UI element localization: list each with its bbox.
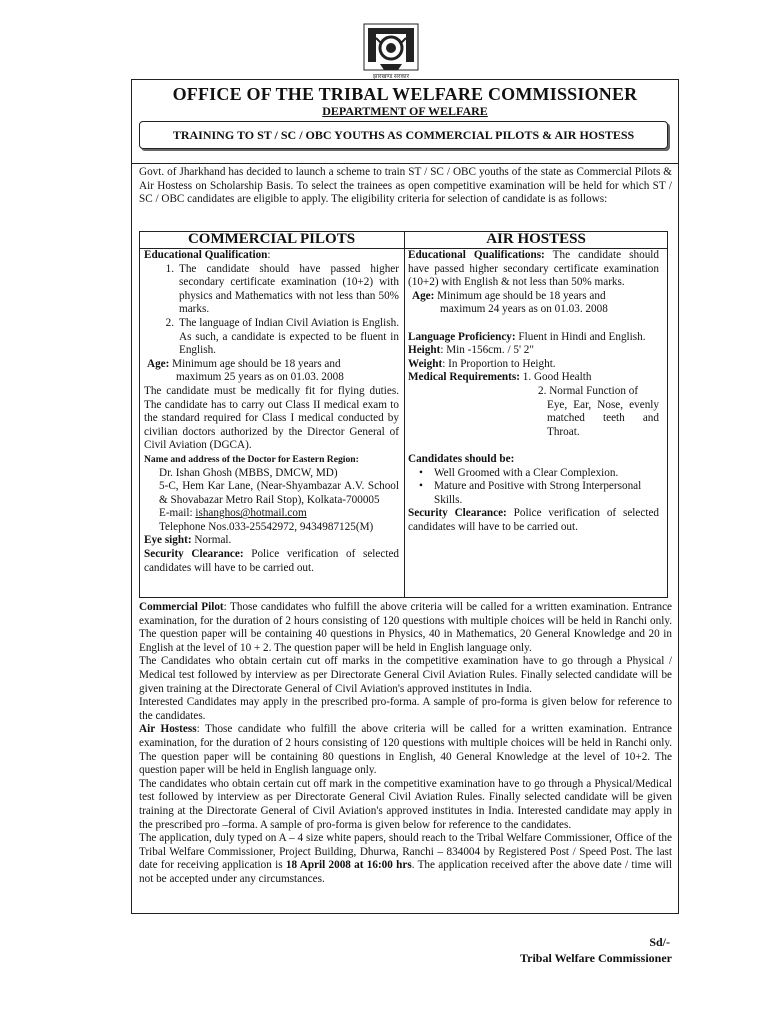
hostess-age-line [408,290,659,304]
pilot-exam-paragraph [139,601,672,655]
hostess-medical-2: 2. Normal Function of [538,384,639,397]
hostess-security-text: Police verification of selected candidates will have to be carried out. [408,507,660,533]
hostess-edu-text: The candidate should have passed higher secondary certificate examination (10+2) with English & not less than 50% marks. [408,249,659,289]
hostess-selection-paragraph: The candidates who obtain certain cut off mark in the competitive examination have to go through a Physical/Medical test followed by interview as per Directorate General Civil Aviation Rules. Finally selected candidate will be given training at the Directorate General of Civil Aviation's approved institutes in India. Interested candidate may apply in the prescribed pro –forma. A sample of pro-forma is given below for reference to the candidates. [139,777,672,831]
pilot-exam-label: Commercial Pilot [139,601,224,613]
application-deadline: 18 April 2008 at 16:00 hrs [285,859,412,872]
hostess-medical-3: Eye, Ear, Nose, evenly matched teeth and Throat. [547,398,659,438]
hostess-security-label: Security Clearance: [408,507,507,520]
pilots-security-text: Police verification of selected candidates will have to be carried out. [144,548,400,574]
subtitle-box [139,121,668,149]
pilot-exam-text: : Those candidates who fulfill the above criteria will be called for a written examination. Entrance examination, for the duration of 2 hours consisting of 120 questions with multiple choices will be held in Ranchi only. The question paper will be containing 40 questions in Physics, 40 in Mathematics, 20 General Knowledge and 20 in English at the level of 10 + 2. The question paper will be held in English language only. [139,601,672,654]
hostess-height [408,344,659,358]
application-text-2: . The application received after the above date / time will not be accepted under any circumstances. [139,859,673,885]
pilots-edu-line [144,249,399,263]
hostess-exam-paragraph [139,723,672,777]
department-title: DEPARTMENT OF WELFARE [322,104,488,118]
hostess-language-text: Fluent in Hindi and English. [515,330,646,343]
emblem-caption: झारखण्ड सरकार [372,74,410,80]
page-title: OFFICE OF THE TRIBAL WELFARE COMMISSIONER [172,84,638,104]
hostess-candidates-label: Candidates should be: [408,452,515,465]
hostess-language-label: Language Proficiency: [408,330,516,343]
list-item [144,263,399,317]
doctor-address: 5-C, Hem Kar Lane, (Near-Shyambazar A.V. School & Shovabazar Metro Rail Stop), Kolkata-700005 [159,480,399,506]
doctor-name: Dr. Ishan Ghosh (MBBS, DMCW, MD) [159,466,338,479]
hostess-edu-label: Educational Qualifications: [408,249,545,261]
pilots-age-label: Age: [147,357,170,370]
eyesight-text: Normal. [191,534,232,547]
list-item-text: Well Groomed with a Clear Complexion. [434,466,619,479]
hostess-medical-1: 1. Good Health [519,371,592,384]
hostess-heading: AIR HOSTESS [486,231,586,247]
application-paragraph [139,832,672,886]
hostess-security-line [408,507,659,534]
pilots-age-line-2: maximum 25 years as on 01.03. 2008 [176,371,344,384]
body-text [139,601,672,886]
hostess-exam-label: Air Hostess [139,723,197,736]
bullet-icon: • [419,466,423,479]
pilot-selection-paragraph: The Candidates who obtain certain cut off marks in the competitive examination have to go through a Physical / Medical test followed by interview as per Directorate General Civil Aviation Rules. Finally selected candidate will be given training at the Directorate General of Civil Aviation's approved institutes in India. [139,655,672,695]
pilots-column [144,249,399,575]
doctor-email-link[interactable]: ishanghos@hotmail.com [195,507,307,520]
list-item-text: The language of Indian Civil Aviation is English. As such, a candidate is expected to be fluent in English. [179,316,399,357]
application-text-1: The application, duly typed on A – 4 size white papers, should reach to the Tribal Welfare Commissioner, Office of the Tribal Welfare Commissioner, Project Building, Dhurwa, Ranchi – 834004 by Registered Post / Speed Post. The last date for receiving application is [139,832,672,872]
pilots-age-line [144,358,399,372]
subtitle: TRAINING TO ST / SC / OBC YOUTHS AS COMMERCIAL PILOTS & AIR HOSTESS [172,128,635,142]
hostess-age-label: Age: [412,289,435,302]
list-item [408,467,659,481]
table-column-divider [404,231,405,598]
list-item-number: 2. [165,316,174,329]
pilots-edu-colon: : [267,249,271,261]
pilots-medical: The candidate must be medically fit for flying duties. The candidate has to carry out Class II medical exam to the standard required for Class I medical conducted by civilian doctors authorized by the Director General of Civil Aviation (DGCA). [144,384,399,452]
hostess-weight-text: : In Proportion to Height. [442,357,556,370]
list-item-number: 1. [165,262,174,275]
intro-paragraph: Govt. of Jharkhand has decided to launch a scheme to train ST / SC / OBC youths of the state as Commercial Pilots & Air Hostess on Scholarship Basis. To select the trainees as open competitive examination will be held for which ST / SC / OBC candidates are eligible to apply. The eligibility criteria for selection of candidate is as follows: [139,166,672,206]
doctor-email-line [144,507,399,521]
hostess-language [408,331,659,345]
hostess-medical-label: Medical Requirements: [408,371,520,384]
pilots-age-text: Minimum age should be 18 years and [169,357,341,370]
bullet-icon: • [419,480,423,493]
doctor-heading: Name and address of the Doctor for Eastern Region: [144,453,359,465]
hostess-age-line-2: maximum 24 years as on 01.03. 2008 [440,303,608,316]
jharkhand-emblem-icon [358,18,424,82]
hostess-medical [408,371,659,385]
list-item [144,317,399,358]
doctor-telephone: Telephone Nos.033-25542972, 9434987125(M) [159,520,374,533]
eyesight-line [144,534,399,548]
divider [131,163,679,164]
list-item [408,480,659,507]
signature-sd: Sd/- [649,935,670,949]
email-label: E-mail: [159,507,196,520]
hostess-weight-label: Weight [408,357,443,370]
eyesight-label: Eye sight: [144,534,192,547]
pilot-apply-paragraph: Interested Candidates may apply in the prescribed pro-forma. A sample of pro-forma is given below for reference to the candidates. [139,696,672,722]
hostess-exam-text: : Those candidate who fulfill the above criteria will be called for a written examination. Entrance examination, for the duration of 2 hours consisting of 120 questions with multiple choices will be held in Ranchi only. The question paper will be containing 80 questions in English, 40 General Knowledge at the level of 10+2. The question paper will be held in English language only. [139,723,673,777]
pilots-heading: COMMERCIAL PILOTS [187,231,356,247]
hostess-weight [408,358,659,372]
hostess-column [408,249,659,534]
list-item-text: The candidate should have passed higher secondary certificate examination (10+2) with physics and Mathematics with not less than 50% marks. [179,262,399,316]
list-item-text: Mature and Positive with Strong Interpersonal Skills. [434,480,642,506]
hostess-height-label: Height [408,344,441,357]
pilots-edu-label: Educational Qualification [144,249,268,261]
pilots-security-label: Security Clearance: [144,548,244,561]
signature-designation: Tribal Welfare Commissioner [520,951,672,965]
hostess-edu [408,249,659,290]
hostess-height-text: : Min -156cm. / 5' 2" [440,344,534,357]
hostess-age-text: Minimum age should be 18 years and [434,289,606,302]
pilots-security-line [144,548,399,575]
